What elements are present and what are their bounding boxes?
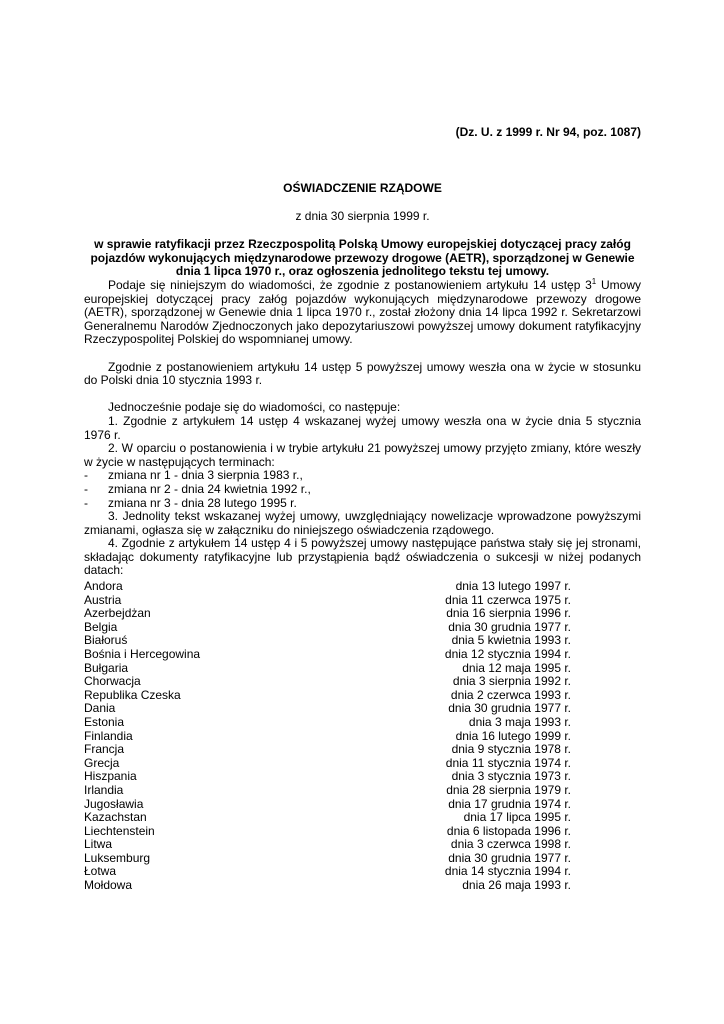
- list-dash: -: [84, 495, 88, 510]
- amendment-item: zmiana nr 2 - dnia 24 kwietnia 1992 r.,: [108, 481, 311, 496]
- table-row: [84, 607, 571, 621]
- table-row: [84, 716, 571, 730]
- amendment-item: zmiana nr 3 - dnia 28 lutego 1995 r.: [108, 495, 297, 510]
- paragraph-entry-into-force: Zgodnie z postanowieniem artykułu 14 ustęp 5 powyższej umowy weszła ona w życie w stosunku do Polski dnia 10 stycznia 1993 r.: [84, 359, 641, 388]
- state-name: Grecja: [84, 755, 120, 770]
- state-name: Kazachstan: [84, 810, 147, 825]
- state-name: Luksemburg: [84, 850, 151, 865]
- table-row: [84, 798, 571, 812]
- state-date: dnia 30 grudnia 1977 r.: [448, 619, 571, 634]
- state-date: dnia 12 stycznia 1994 r.: [444, 646, 571, 661]
- state-name: Austria: [84, 592, 122, 607]
- state-date: dnia 3 maja 1993 r.: [468, 714, 571, 729]
- state-date: dnia 6 listopada 1996 r.: [446, 823, 571, 838]
- table-row: [84, 634, 571, 648]
- state-date: dnia 30 grudnia 1977 r.: [448, 850, 571, 865]
- state-name: Bośnia i Hercegowina: [84, 646, 201, 661]
- state-name: Estonia: [84, 714, 125, 729]
- state-date: dnia 11 czerwca 1975 r.: [445, 592, 571, 607]
- state-name: Litwa: [84, 837, 113, 852]
- list-dash: -: [84, 468, 88, 483]
- table-row: [84, 689, 571, 703]
- state-name: Bułgaria: [84, 660, 129, 675]
- table-row: [84, 662, 571, 676]
- table-row: [84, 770, 571, 784]
- table-row: [84, 594, 571, 608]
- paragraph-point-3: 3. Jednolity tekst wskazanej wyżej umowy, uwzględniający nowelizacje wprowadzone powyższymi zmianami, ogłasza się w załączniku do niniejszego oświadczenia rządowego.: [84, 509, 641, 537]
- state-name: Andora: [84, 579, 123, 593]
- state-name: Jugosławia: [84, 796, 144, 811]
- state-date: dnia 13 lutego 1997 r.: [455, 579, 571, 593]
- state-date: dnia 3 czerwca 1998 r.: [450, 837, 571, 852]
- document-body: [84, 279, 641, 578]
- state-date: dnia 17 grudnia 1974 r.: [448, 796, 571, 811]
- table-row: [84, 743, 571, 757]
- list-item: [84, 497, 641, 511]
- state-date: dnia 16 sierpnia 1996 r.: [446, 606, 571, 621]
- state-date: dnia 17 lipca 1995 r.: [463, 810, 571, 825]
- state-date: dnia 3 stycznia 1973 r.: [451, 769, 571, 784]
- document-title: OŚWIADCZENIE RZĄDOWE: [283, 181, 442, 195]
- table-row: [84, 784, 571, 798]
- table-row: [84, 852, 571, 866]
- state-name: Łotwa: [84, 864, 117, 879]
- state-date: dnia 3 sierpnia 1992 r.: [452, 674, 571, 689]
- table-row: [84, 675, 571, 689]
- list-item: [84, 469, 641, 483]
- state-date: dnia 14 stycznia 1994 r.: [444, 864, 571, 879]
- state-date: dnia 16 lutego 1999 r.: [455, 728, 571, 743]
- state-date: dnia 2 czerwca 1993 r.: [450, 687, 571, 702]
- state-date: dnia 11 stycznia 1974 r.: [445, 755, 571, 770]
- table-row: [84, 757, 571, 771]
- state-name: Irlandia: [84, 782, 124, 797]
- state-name: Belgia: [84, 619, 118, 634]
- table-row: [84, 865, 571, 879]
- state-date: dnia 5 kwietnia 1993 r.: [451, 633, 571, 648]
- table-row: [84, 879, 571, 893]
- footnote-marker: 1: [591, 277, 597, 286]
- journal-reference: (Dz. U. z 1999 r. Nr 94, poz. 1087): [455, 125, 641, 139]
- paragraph-ratification-text-b: Umowy europejskiej dotyczącej pracy załóg pojazdów wykonujących międzynarodowe przewozy drogowe (AETR), sporządzonej w Genewie dnia 1 lipca 1970 r., został złożony dnia 14 lipca 1992 r. Sekretarzowi Generalnemu Narodów Zjednoczonych jako depozytariuszowi powyższej umowy dokument ratyfikacyjny Rzeczypospolitej Polskiej do wspomnianej umowy.: [84, 278, 641, 347]
- state-name: Białoruś: [84, 633, 128, 648]
- table-row: [84, 730, 571, 744]
- state-date: dnia 9 stycznia 1978 r.: [451, 742, 571, 757]
- document-date: z dnia 30 sierpnia 1999 r.: [295, 209, 430, 223]
- document-subject: w sprawie ratyfikacji przez Rzeczpospolitą Polską Umowy europejskiej dotyczącej pracy załóg pojazdów wykonujących międzynarodowe przewozy drogowe (AETR), sporządzonej w Genewie dnia 1 lipca 1970 r., oraz ogłoszenia jednolitego tekstu tej umowy.: [90, 237, 635, 279]
- table-row: [84, 811, 571, 825]
- table-row: [84, 702, 571, 716]
- table-row: [84, 621, 571, 635]
- state-date: dnia 12 maja 1995 r.: [462, 660, 571, 675]
- state-name: Francja: [84, 742, 125, 757]
- state-date: dnia 26 maja 1993 r.: [462, 878, 571, 893]
- state-name: Republika Czeska: [84, 687, 181, 702]
- state-date: dnia 30 grudnia 1977 r.: [448, 701, 571, 716]
- state-name: Finlandia: [84, 728, 133, 743]
- table-row: [84, 580, 571, 594]
- table-row: [84, 838, 571, 852]
- amendment-item: zmiana nr 1 - dnia 3 sierpnia 1983 r.,: [108, 468, 303, 483]
- state-name: Chorwacja: [84, 674, 141, 689]
- state-name: Liechtenstein: [84, 823, 155, 838]
- paragraph-announcement: Jednocześnie podaje się do wiadomości, co następuje:: [108, 400, 401, 415]
- paragraph-ratification: [84, 279, 641, 347]
- table-row: [84, 648, 571, 662]
- list-item: [84, 483, 641, 497]
- paragraph-point-1: 1. Zgodnie z artykułem 14 ustęp 4 wskazanej wyżej umowy weszła ona w życie dnia 5 stycznia 1976 r.: [84, 413, 641, 442]
- table-row: [84, 825, 571, 839]
- state-date: dnia 28 sierpnia 1979 r.: [446, 782, 571, 797]
- paragraph-point-4: 4. Zgodnie z artykułem 14 ustęp 4 i 5 powyższej umowy następujące państwa stały się jej stronami, składając dokumenty ratyfikacyjne lub przystąpienia bądź oświadczenia o sukcesji w niżej podanych datach:: [84, 536, 641, 578]
- states-list: [84, 580, 571, 893]
- paragraph-point-2: 2. W oparciu o postanowienia i w trybie artykułu 21 powyższej umowy przyjęto zmiany, które weszły w życie w następujących terminach:: [84, 441, 641, 469]
- state-name: Dania: [84, 701, 116, 716]
- state-name: Mołdowa: [84, 878, 133, 893]
- state-name: Hiszpania: [84, 769, 137, 784]
- list-dash: -: [84, 481, 88, 496]
- state-name: Azerbejdżan: [84, 606, 151, 621]
- paragraph-ratification-text-a: Podaje się niniejszym do wiadomości, że zgodnie z postanowieniem artykułu 14 ustęp 3: [108, 278, 592, 292]
